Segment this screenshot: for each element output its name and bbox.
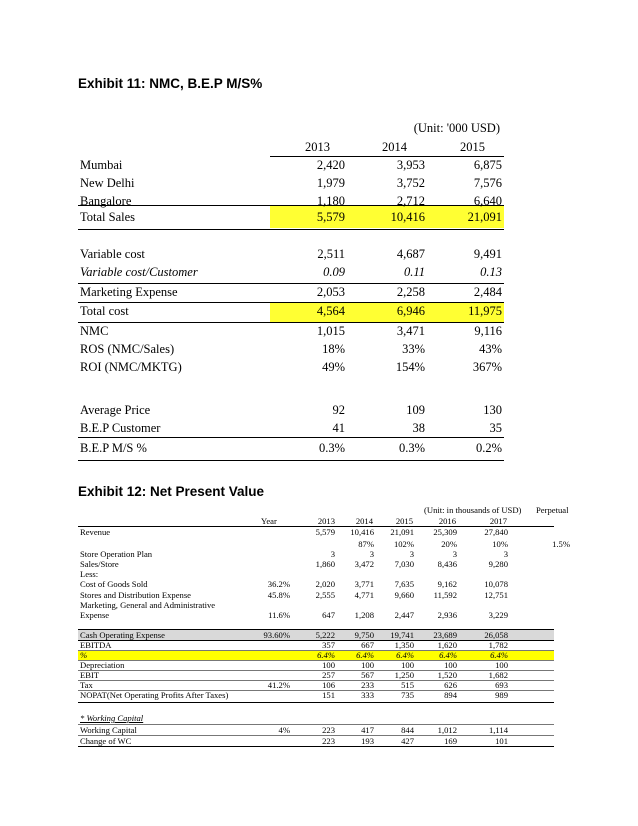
cell-value: 9,660: [394, 590, 414, 600]
cell-value: 151: [322, 690, 335, 700]
row-label: Marketing, General and Administrative: [80, 600, 216, 610]
row-divider: [78, 660, 554, 661]
row-divider: [78, 650, 554, 651]
cell-value: 23,689: [433, 630, 457, 640]
cell-value: 4,564: [316, 304, 345, 318]
row-label: Change of WC: [80, 736, 132, 746]
row-divider: [78, 724, 554, 725]
cell-value: 844: [401, 725, 414, 735]
cell-value: 10,416: [350, 527, 374, 537]
row-label: Marketing Expense: [80, 285, 178, 299]
cell-value: 3,752: [396, 176, 425, 190]
row-label: EBITDA: [80, 640, 112, 650]
cell-value: 9,116: [474, 324, 502, 338]
rate-value: 4%: [278, 725, 290, 735]
row-divider: [78, 640, 554, 641]
cell-value: 1,250: [394, 670, 414, 680]
cell-value: 3,229: [488, 610, 508, 620]
cell-value: 6.4%: [356, 650, 374, 660]
cell-value: 3: [503, 549, 508, 559]
cell-value: 6.4%: [317, 650, 335, 660]
cell-value: 567: [361, 670, 374, 680]
cell-value: 626: [444, 680, 457, 690]
cell-value: 100: [361, 660, 374, 670]
cell-value: 1,114: [488, 725, 508, 735]
row-label: Variable cost/Customer: [80, 265, 198, 279]
row-label: Cash Operating Expense: [80, 630, 165, 640]
cell-value: 100: [401, 660, 414, 670]
row-label: Depreciation: [80, 660, 125, 670]
row-divider: [78, 283, 504, 284]
row-label: * Working Capital: [80, 713, 144, 723]
year-label: Year: [261, 516, 277, 526]
row-label: Working Capital: [80, 725, 137, 735]
row-label: Total Sales: [80, 210, 136, 224]
cell-value: 7,576: [473, 176, 502, 190]
row-label: Revenue: [80, 527, 111, 537]
cell-value: 6.4%: [439, 650, 457, 660]
cell-value: 10,416: [390, 210, 425, 224]
cell-value: 27,840: [484, 527, 508, 537]
row-divider: [78, 205, 504, 206]
cell-value: 1,860: [315, 559, 335, 569]
year-header: 2015: [460, 140, 485, 154]
row-divider: [78, 526, 554, 527]
cell-value: 1,208: [354, 610, 374, 620]
cell-value: 0.11: [404, 265, 425, 279]
cell-value: 1,979: [316, 176, 345, 190]
cell-value: 41: [332, 421, 345, 435]
cell-value: 2,447: [394, 610, 414, 620]
cell-value: 3: [452, 549, 457, 559]
row-label: NMC: [80, 324, 109, 338]
cell-value: 367%: [472, 360, 502, 374]
cell-value: 109: [406, 403, 425, 417]
row-label: Average Price: [80, 403, 151, 417]
cell-value: 20%: [441, 539, 457, 549]
cell-value: 0.09: [323, 265, 345, 279]
cell-value: 3,771: [354, 579, 374, 589]
cell-value: 11,592: [433, 590, 457, 600]
cell-value: 5,222: [315, 630, 335, 640]
row-divider: [78, 322, 504, 323]
cell-value: 0.13: [480, 265, 502, 279]
row-label: ROI (NMC/MKTG): [80, 360, 182, 374]
cell-value: 4,771: [354, 590, 374, 600]
rate-value: 41.2%: [267, 680, 290, 690]
cell-value: 6,946: [396, 304, 425, 318]
cell-value: 693: [495, 680, 508, 690]
cell-value: 49%: [322, 360, 345, 374]
cell-value: 3,472: [354, 559, 374, 569]
row-label: Variable cost: [80, 247, 145, 261]
year-header-underline: [270, 156, 504, 157]
cell-value: 21,091: [467, 210, 502, 224]
row-divider: [78, 702, 554, 703]
cell-value: 193: [361, 736, 374, 746]
cell-value: 18%: [322, 342, 345, 356]
cell-value: 100: [322, 660, 335, 670]
cell-value: 735: [401, 690, 414, 700]
cell-value: 25,309: [433, 527, 457, 537]
cell-value: 2,936: [437, 610, 457, 620]
row-divider: [78, 302, 504, 303]
cell-value: 233: [361, 680, 374, 690]
row-label: Cost of Goods Sold: [80, 579, 148, 589]
cell-value: 2,420: [316, 158, 345, 172]
cell-value: 0.2%: [475, 441, 502, 455]
exhibit-11-title: Exhibit 11: NMC, B.E.P M/S%: [78, 76, 263, 91]
cell-value: 10,078: [484, 579, 508, 589]
cell-value: 6.4%: [490, 650, 508, 660]
cell-value: 223: [322, 725, 335, 735]
row-divider: [78, 670, 554, 671]
cell-value: 5,579: [315, 527, 335, 537]
cell-value: 894: [444, 690, 457, 700]
cell-value: 5,579: [316, 210, 345, 224]
cell-value: 1,782: [488, 640, 508, 650]
cell-value: 0.3%: [318, 441, 345, 455]
rate-value: 93.60%: [263, 630, 290, 640]
row-label: ROS (NMC/Sales): [80, 342, 175, 356]
year-header: 2015: [395, 516, 413, 526]
cell-value: 3: [330, 549, 335, 559]
exhibit-11-unit: (Unit: '000 USD): [413, 121, 500, 135]
cell-value: 417: [361, 725, 374, 735]
cell-value: 1,620: [437, 640, 457, 650]
year-header: 2013: [305, 140, 330, 154]
exhibit-12-title: Exhibit 12: Net Present Value: [78, 484, 265, 499]
cell-value: 2,053: [316, 285, 345, 299]
cell-value: 92: [332, 403, 345, 417]
cell-value: 667: [361, 640, 374, 650]
row-label: Expense: [80, 610, 110, 620]
row-label: B.E.P M/S %: [80, 441, 147, 455]
cell-value: 21,091: [390, 527, 414, 537]
cell-value: 8,436: [437, 559, 457, 569]
row-label: EBIT: [80, 670, 100, 680]
cell-value: 1,015: [316, 324, 345, 338]
cell-value: 4,687: [396, 247, 425, 261]
cell-value: 989: [495, 690, 508, 700]
row-label: Total cost: [80, 304, 129, 318]
row-label: Stores and Distribution Expense: [80, 590, 191, 600]
rate-value: 36.2%: [267, 579, 290, 589]
year-header: 2014: [355, 516, 373, 526]
cell-value: 3,953: [396, 158, 425, 172]
cell-value: 12,751: [484, 590, 508, 600]
cell-value: 333: [361, 690, 374, 700]
row-divider: [78, 460, 504, 461]
cell-value: 10%: [492, 539, 508, 549]
cell-value: 35: [489, 421, 502, 435]
row-label: Sales/Store: [80, 559, 119, 569]
cell-value: 106: [322, 680, 335, 690]
year-header: 2017: [489, 516, 507, 526]
row-divider: [78, 746, 554, 747]
row-label: New Delhi: [80, 176, 135, 190]
cell-value: 9,750: [354, 630, 374, 640]
cell-value: 3,471: [396, 324, 425, 338]
cell-value: 87%: [358, 539, 374, 549]
cell-value: 7,635: [394, 579, 414, 589]
cell-value: 11,975: [468, 304, 502, 318]
cell-value: 26,058: [484, 630, 508, 640]
cell-value: 154%: [395, 360, 425, 374]
cell-value: 2,555: [315, 590, 335, 600]
cell-value: 2,484: [473, 285, 502, 299]
cell-value: 357: [322, 640, 335, 650]
row-divider: [78, 680, 554, 681]
perpetual-label: Perpetual: [536, 505, 569, 515]
cell-value: 3: [369, 549, 374, 559]
cell-value: 427: [401, 736, 414, 746]
cell-value: 1,180: [316, 194, 345, 208]
cell-value: 102%: [393, 539, 414, 549]
cell-value: 101: [495, 736, 508, 746]
cell-value: 6.4%: [396, 650, 414, 660]
year-header: 2016: [438, 516, 456, 526]
cell-value: 2,712: [396, 194, 425, 208]
row-label: Bangalore: [80, 194, 132, 208]
cell-value: 7,030: [394, 559, 414, 569]
cell-value: 1,350: [394, 640, 414, 650]
perpetual-value: 1.5%: [552, 539, 570, 549]
row-label: Tax: [80, 680, 93, 690]
cell-value: 2,020: [315, 579, 335, 589]
row-label: Store Operation Plan: [80, 549, 153, 559]
cell-value: 515: [401, 680, 414, 690]
cell-value: 9,280: [488, 559, 508, 569]
year-header: 2013: [317, 516, 335, 526]
cell-value: 3: [409, 549, 414, 559]
cell-value: 223: [322, 736, 335, 746]
cell-value: 38: [412, 421, 425, 435]
cell-value: 9,491: [473, 247, 502, 261]
cell-value: 130: [483, 403, 502, 417]
cell-value: 647: [322, 610, 335, 620]
rate-value: 11.6%: [268, 610, 290, 620]
row-divider: [78, 735, 554, 736]
cell-value: 257: [322, 670, 335, 680]
cell-value: 100: [444, 660, 457, 670]
row-label: B.E.P Customer: [80, 421, 161, 435]
cell-value: 169: [444, 736, 457, 746]
row-label: %: [80, 650, 88, 660]
row-divider: [78, 629, 554, 630]
cell-value: 2,258: [396, 285, 425, 299]
cell-value: 19,741: [390, 630, 414, 640]
row-label: Less:: [80, 569, 99, 579]
cell-value: 6,875: [473, 158, 502, 172]
row-label: NOPAT(Net Operating Profits After Taxes): [80, 690, 229, 700]
cell-value: 33%: [402, 342, 425, 356]
year-header: 2014: [382, 140, 407, 154]
row-divider: [78, 690, 554, 691]
row-divider: [78, 229, 504, 230]
rate-value: 45.8%: [267, 590, 290, 600]
exhibit-12-unit: (Unit: in thousands of USD): [424, 505, 522, 515]
cell-value: 0.3%: [398, 441, 425, 455]
cell-value: 43%: [479, 342, 502, 356]
cell-value: 1,520: [437, 670, 457, 680]
row-divider: [78, 437, 504, 438]
cell-value: 2,511: [317, 247, 345, 261]
cell-value: 1,682: [488, 670, 508, 680]
cell-value: 1,012: [437, 725, 457, 735]
cell-value: 100: [495, 660, 508, 670]
row-label: Mumbai: [80, 158, 123, 172]
cell-value: 9,162: [437, 579, 457, 589]
cell-value: 6,640: [473, 194, 502, 208]
